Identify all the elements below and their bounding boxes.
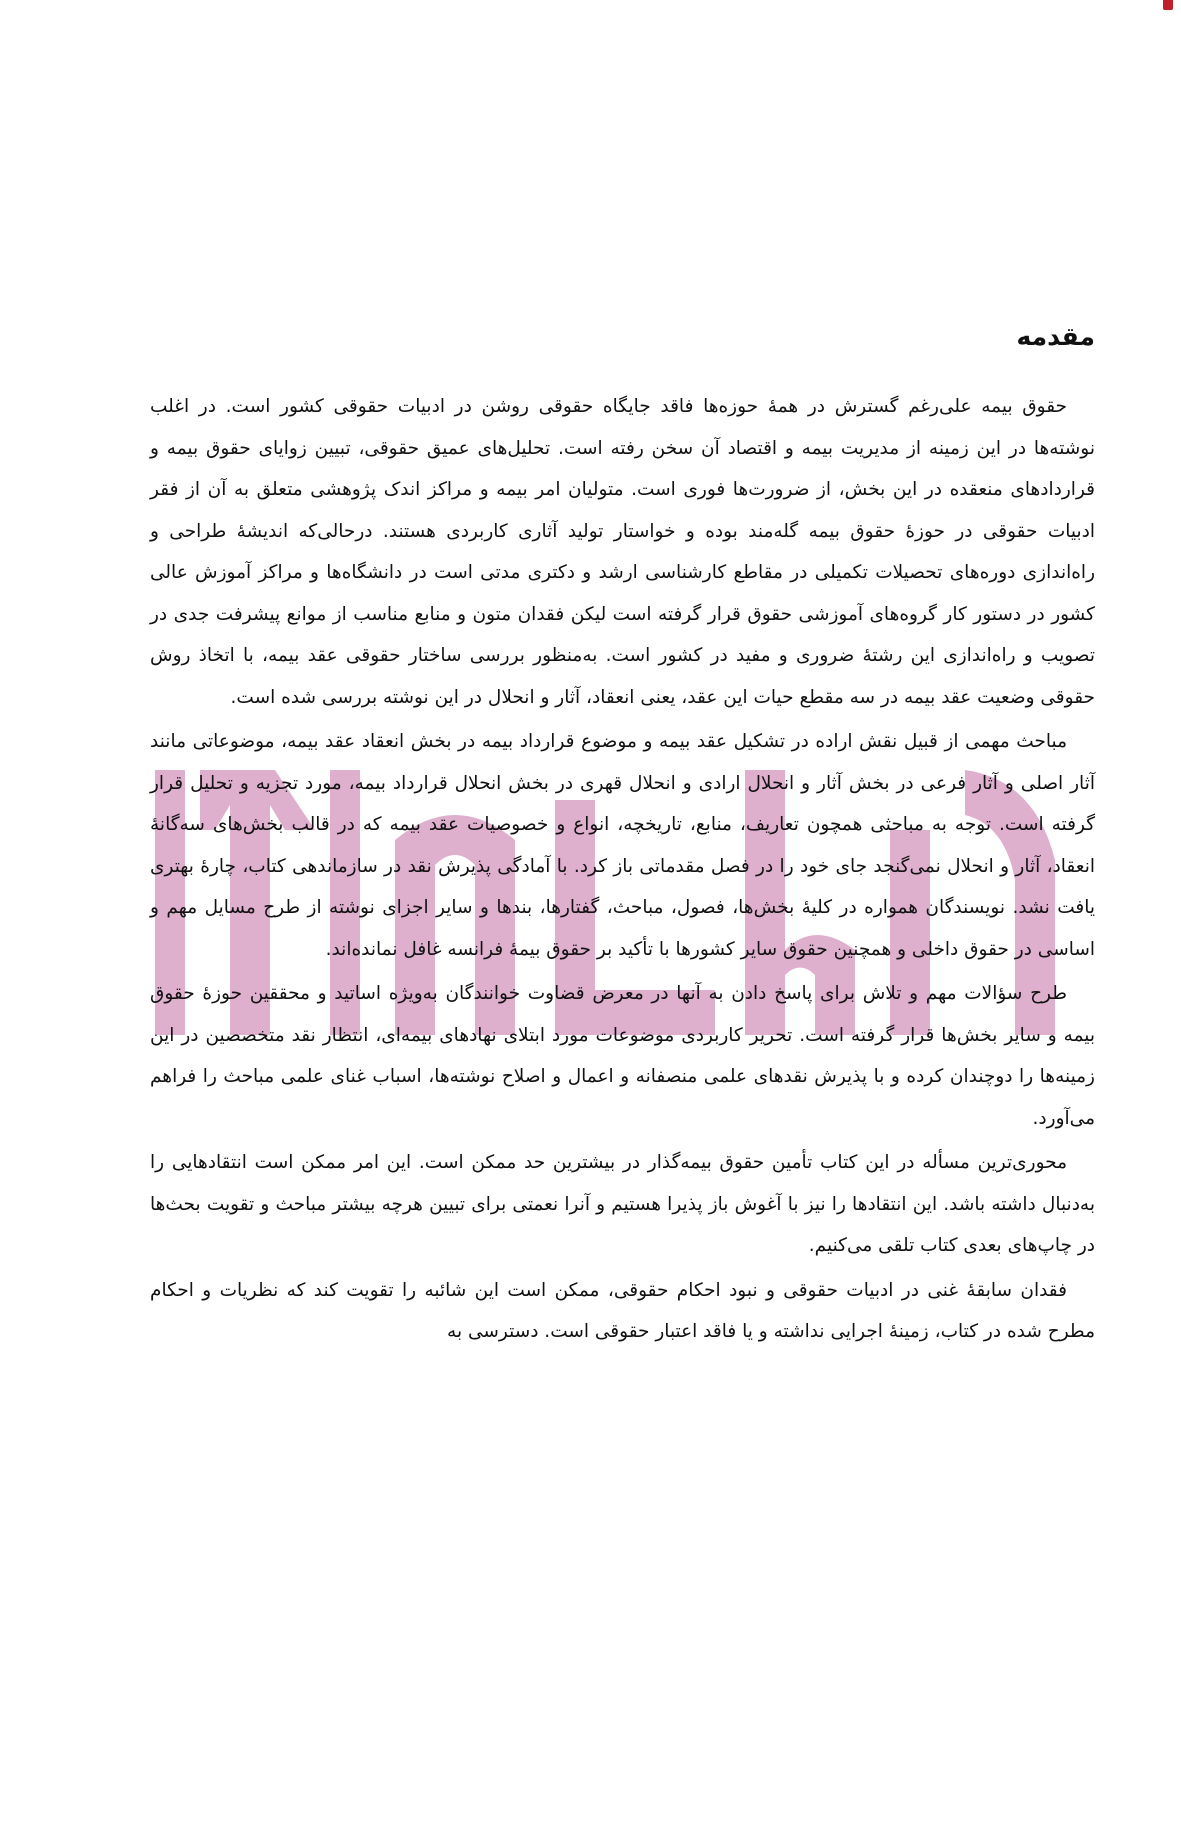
paragraph-4: محوری‌ترین مسأله در این کتاب تأمین حقوق بیمه‌گذار در بیشترین حد ممکن است. این امر ممکن است انتقادهایی را به‌دنبال داشته باشد. این انتقادها را نیز با آغوش باز پذیرا هستیم و آنرا نعمتی برای تبیین هرچه بیشتر مباحث و تقویت بحث‌ها در چاپ‌های بعدی کتاب تلقی می‌کنیم. (150, 1152, 1095, 1256)
paragraph-2: مباحث مهمی از قبیل نقش اراده در تشکیل عقد بیمه و موضوع قرارداد بیمه در بخش انعقاد عقد بیمه، موضوعاتی مانند آثار اصلی و آثار فرعی در بخش آثار و انحلال ارادی و انحلال قهری در بخش انحلال قرارداد بیمه، مورد تجزیه و تحلیل قرار گرفته است. توجه به مباحثی همچون تعاریف، منابع، تاریخچه، انواع و خصوصیات عقد بیمه که در قالب بخش‌های سه‌گانهٔ انعقاد، آثار و انحلال نمی‌گنجد جای خود را در فصل مقدماتی باز کرد. با آمادگی پذیرش نقد در سازماندهی کتاب، چارهٔ بهتری یافت نشد. نویسندگان همواره در کلیهٔ بخش‌ها، فصول، مباحث، گفتارها، بندها و سایر اجزای نوشته از طرح مسایل مهم و اساسی در حقوق داخلی و همچنین حقوق سایر کشورها با تأکید بر حقوق بیمهٔ فرانسه غافل نمانده‌اند. (150, 731, 1095, 960)
corner-bookmark-mark (1163, 0, 1173, 10)
paragraph-1: حقوق بیمه علی‌رغم گسترش در همهٔ حوزه‌ها فاقد جایگاه حقوقی روشن در ادبیات حقوقی کشور است. در اغلب نوشته‌ها در این زمینه از مدیریت بیمه و اقتصاد آن سخن رفته است. تحلیل‌های عمیق حقوقی، تبیین زوایای حقوق بیمه و قراردادهای منعقده در این بخش، از ضرورت‌ها فوری است. متولیان امر بیمه و مراکز اندک پژوهشی متعلق به آن از فقر ادبیات حقوقی در حوزهٔ حقوق بیمه گله‌مند بوده و خواستار تولید آثاری کاربردی هستند. درحالی‌که اندیشهٔ طراحی و راه‌اندازی دوره‌های تحصیلات تکمیلی در مقاطع کارشناسی ارشد و دکتری مدتی است در دانشگاه‌ها و مراکز آموزش عالی کشور در دستور کار گروه‌های آموزشی حقوق قرار گرفته است لیکن فقدان متون و منابع مناسب از موانع پیشرفت جدی در تصویب و راه‌اندازی این رشتهٔ ضروری و مفید در کشور است. به‌منظور بررسی ساختار حقوقی عقد بیمه، با اتخاذ روش حقوقی وضعیت عقد بیمه در سه مقطع حیات این عقد، یعنی انعقاد، آثار و انحلال در این نوشته بررسی شده است. (150, 396, 1095, 708)
paragraph-5: فقدان سابقهٔ غنی در ادبیات حقوقی و نبود احکام حقوقی، ممکن است این شائبه را تقویت کند که نظریات و احکام مطرح شده در کتاب، زمینهٔ اجرایی نداشته و یا فاقد اعتبار حقوقی است. دسترسی به (150, 1279, 1095, 1342)
paragraph-3: طرح سؤالات مهم و تلاش برای پاسخ دادن به آنها در معرض قضاوت خوانندگان به‌ویژه اساتید و محققین حوزهٔ حقوق بیمه و سایر بخش‌ها قرار گرفته است. تحریر کاربردی موضوعات مورد ابتلای نهادهای بیمه‌ای، انتظار نقد متخصصین در این زمینه‌ها را دوچندان کرده و با پذیرش نقدهای علمی منصفانه و اعمال و اصلاح نوشته‌ها، اسباب غنای علمی مباحث را فراهم می‌آورد. (150, 983, 1095, 1129)
document-body (150, 320, 1095, 1356)
section-heading: مقدمه (1016, 322, 1095, 351)
